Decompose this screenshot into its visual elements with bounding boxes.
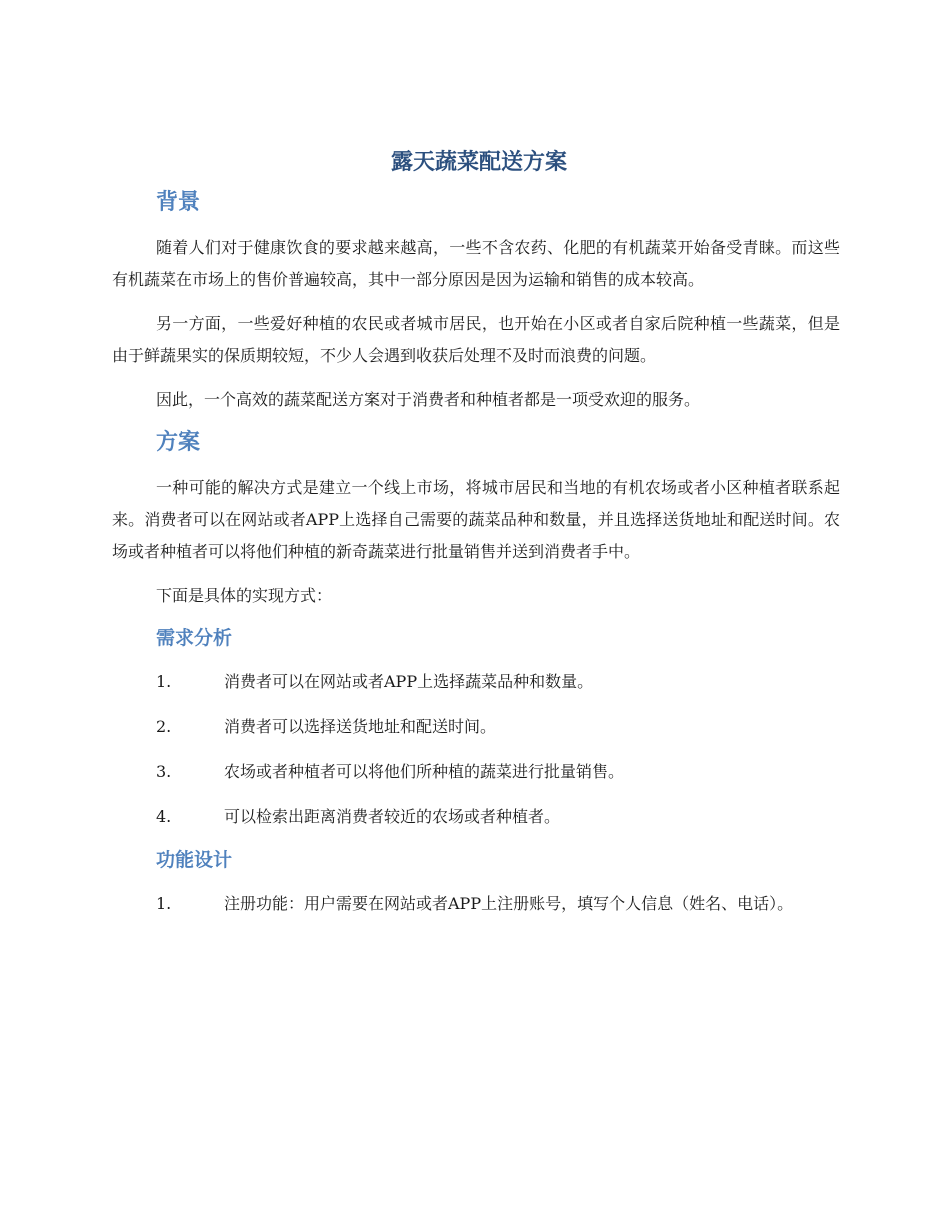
plan-paragraph-1: 一种可能的解决方式是建立一个线上市场，将城市居民和当地的有机农场或者小区种植者联系起来。消费者可以在网站或者APP上选择自己需要的蔬菜品种和数量，并且选择送货地址和配送时间。农场或者种植者可以将他们种植的新奇蔬菜进行批量销售并送到消费者手中。 bbox=[112, 478, 840, 561]
plan-paragraph-2: 下面是具体的实现方式： bbox=[156, 586, 333, 605]
requirement-item-1 bbox=[112, 666, 840, 698]
requirement-item-4 bbox=[112, 801, 840, 833]
list-number: 4. bbox=[156, 807, 172, 826]
background-paragraph-2: 另一方面，一些爱好种植的农民或者城市居民，也开始在小区或者自家后院种植一些蔬菜，但是由于鲜蔬果实的保质期较短，不少人会遇到收获后处理不及时而浪费的问题。 bbox=[112, 314, 840, 365]
list-text: 消费者可以选择送货地址和配送时间。 bbox=[224, 717, 497, 736]
document-title: 露天蔬菜配送方案 bbox=[390, 150, 567, 175]
background-paragraph-1: 随着人们对于健康饮食的要求越来越高，一些不含农药、化肥的有机蔬菜开始备受青睐。而这些有机蔬菜在市场上的售价普遍较高，其中一部分原因是因为运输和销售的成本较高。 bbox=[112, 238, 840, 289]
heading-plan: 方案 bbox=[156, 430, 201, 455]
list-number: 2. bbox=[156, 717, 172, 736]
heading-features: 功能设计 bbox=[156, 849, 233, 871]
requirement-item-2 bbox=[112, 711, 840, 743]
document-content bbox=[112, 146, 840, 920]
requirement-item-3 bbox=[112, 756, 840, 788]
list-text: 消费者可以在网站或者APP上选择蔬菜品种和数量。 bbox=[224, 672, 594, 691]
background-paragraph-3: 因此，一个高效的蔬菜配送方案对于消费者和种植者都是一项受欢迎的服务。 bbox=[156, 390, 701, 409]
list-number: 1. bbox=[156, 894, 172, 913]
heading-requirements: 需求分析 bbox=[156, 627, 233, 649]
list-number: 3. bbox=[156, 762, 172, 781]
list-text: 农场或者种植者可以将他们所种植的蔬菜进行批量销售。 bbox=[224, 762, 625, 781]
feature-item-1 bbox=[112, 888, 840, 920]
heading-background: 背景 bbox=[156, 190, 201, 215]
list-number: 1. bbox=[156, 672, 172, 691]
list-text: 注册功能：用户需要在网站或者APP上注册账号，填写个人信息（姓名、电话）。 bbox=[224, 894, 794, 913]
list-text: 可以检索出距离消费者较近的农场或者种植者。 bbox=[224, 807, 561, 826]
